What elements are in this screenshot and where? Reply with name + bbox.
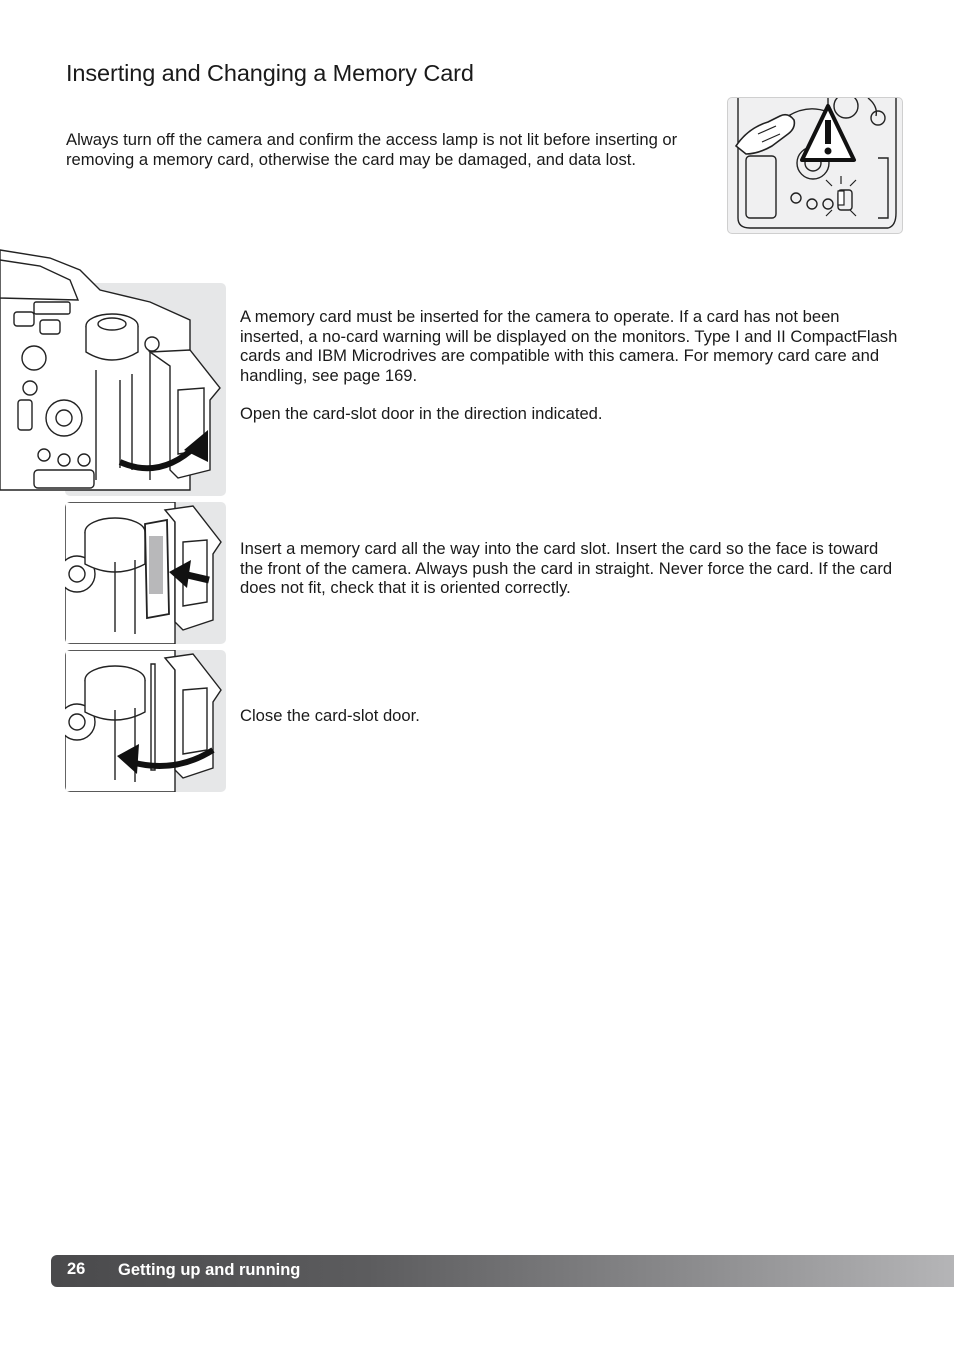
- step-3-description: Close the card-slot door.: [240, 706, 420, 725]
- step-1-description: A memory card must be inserted for the camera to operate. If a card has not been inserted, a no-card warning will be displayed on the monitors. Type I and II CompactFlash cards and IBM Microdrives are compatible with this camera. For memory card care and handling, see page 169.: [240, 307, 898, 385]
- hand-icon: [736, 115, 794, 154]
- page-number: 26: [67, 1260, 86, 1278]
- page-title: Inserting and Changing a Memory Card: [66, 60, 474, 86]
- close-door-illustration: [65, 650, 226, 792]
- step-2-description: Insert a memory card all the way into the card slot. Insert the card so the face is toward the front of the camera. Always push the card in straight. Never force the card. If the card does not fit, check that it is oriented correctly.: [240, 539, 893, 597]
- step-1-instruction: Open the card-slot door in the direction indicated.: [240, 404, 603, 423]
- warning-text: Always turn off the camera and confirm the access lamp is not lit before inserting or removing a memory card, otherwise the card may be damaged, and data lost.: [66, 130, 678, 169]
- open-door-illustration: [65, 283, 226, 496]
- warning-triangle-icon: [802, 106, 854, 160]
- camera-back-illustration: [728, 98, 902, 233]
- insert-card-illustration: [65, 502, 226, 644]
- access-lamp-illustration: [727, 97, 903, 234]
- section-title: Getting up and running: [118, 1261, 301, 1279]
